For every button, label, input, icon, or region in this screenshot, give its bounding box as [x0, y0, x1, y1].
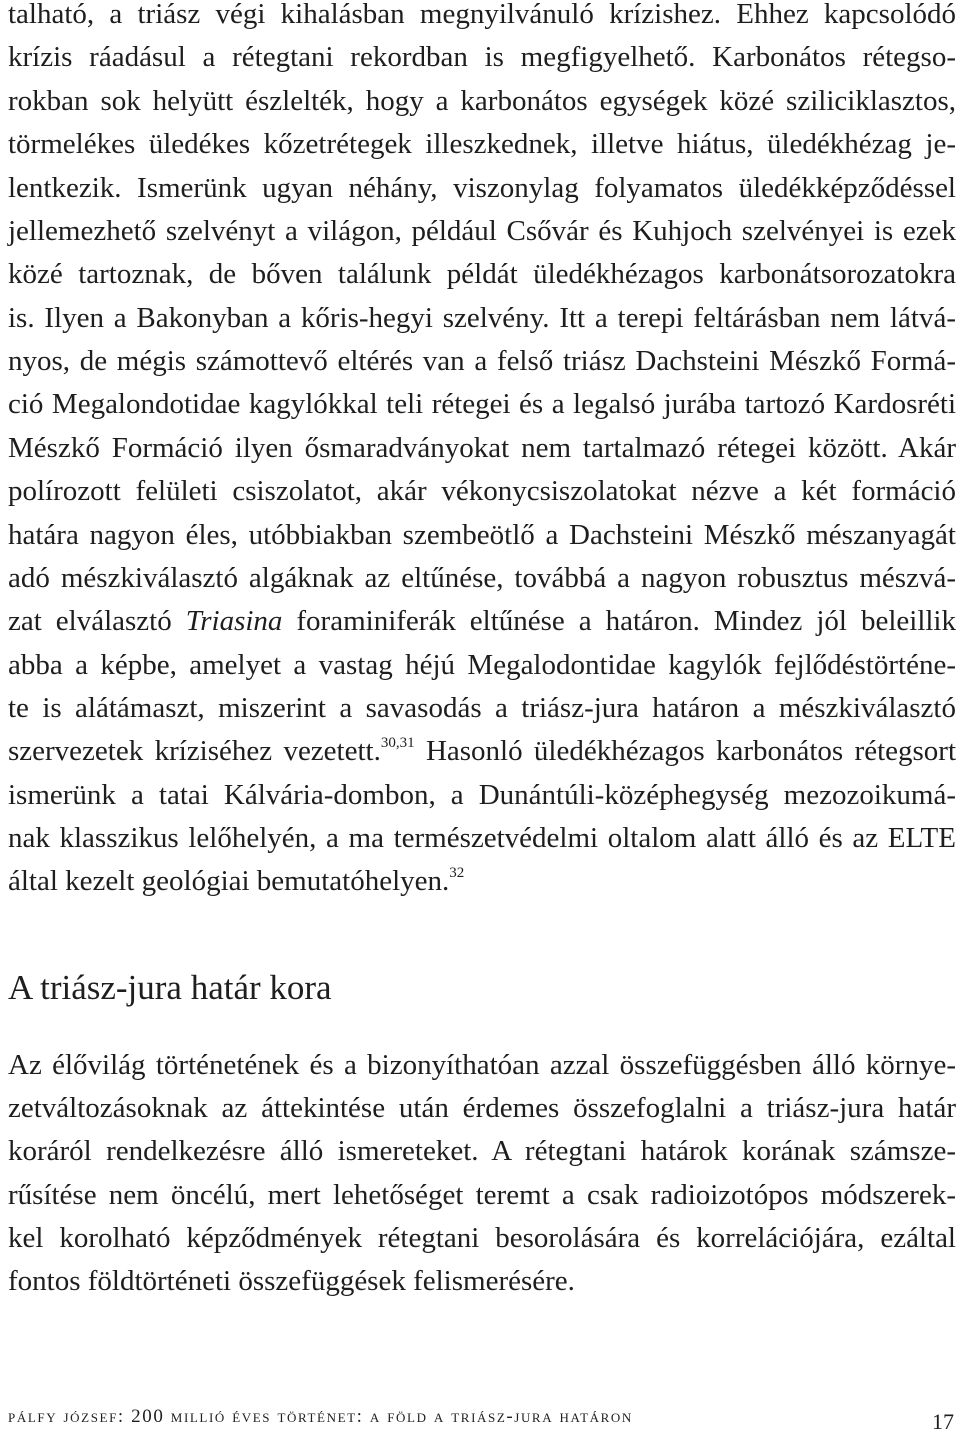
text-line-with-footnote — [8, 733, 956, 769]
footnote-ref[interactable]: 30,31 — [380, 735, 415, 751]
text-line: abba a képbe, amelyet a vastag héjú Megalodontidae kagylók fejlődéstörténe- — [8, 649, 956, 681]
text-line: rokban sok helyütt észlelték, hogy a karbonátos egységek közé sziliciklasztos, — [8, 85, 956, 117]
text-line: nak klasszikus lelőhelyén, a ma természetvédelmi oltalom alatt álló és az ELTE — [8, 822, 956, 854]
text-segment: által kezelt geológiai bemutatóhelyen. — [8, 865, 450, 897]
text-line: Az élővilág történetének és a bizonyíthatóan azzal összefüggésben álló környe- — [8, 1049, 956, 1081]
footnote-ref[interactable]: 32 — [449, 865, 465, 881]
text-segment: zat elválasztó — [8, 605, 186, 637]
text-line: ció Megalondotidae kagylókkal teli rétegei és a legalsó jurába tartozó Kardosréti — [8, 388, 956, 420]
text-line: Mészkő Formáció ilyen ősmaradványokat nem tartalmazó rétegei között. Akár — [8, 432, 956, 464]
text-line-with-footnote — [8, 863, 956, 899]
text-segment: Hasonló üledékhézagos karbonátos rétegsort — [414, 735, 957, 767]
text-line: is. Ilyen a Bakonyban a kőris-hegyi szelvény. Itt a terepi feltárásban nem látvá- — [8, 302, 956, 334]
text-line: adó mészkiválasztó algáknak az eltűnése, továbbá a nagyon robusztus mészvá- — [8, 562, 956, 594]
text-line: ismerünk a tatai Kálvária-dombon, a Dunántúli-középhegység mezozoikumá- — [8, 779, 956, 811]
text-line: jellemezhető szelvényt a világon, például Csővár és Kuhjoch szelvényei is ezek — [8, 215, 956, 247]
italic-taxon-name: Triasina — [185, 605, 283, 637]
text-line: határa nagyon éles, utóbbiakban szembeötlő a Dachsteini Mészkő mészanyagát — [8, 519, 956, 551]
text-line: lentkezik. Ismerünk ugyan néhány, viszonylag folyamatos üledékképződéssel — [8, 172, 956, 204]
text-line: zetváltozásoknak az áttekintése után érdemes összefoglalni a triász-jura határ — [8, 1092, 956, 1124]
text-line: rűsítése nem öncélú, mert lehetőséget teremt a csak radioizotópos módszerek- — [8, 1179, 956, 1211]
text-line: te is alátámaszt, miszerint a savasodás a triász-jura határon a mészkiválasztó — [8, 692, 956, 724]
text-segment: foraminiferák eltűnése a határon. Mindez jól beleillik — [282, 605, 956, 637]
text-line: polírozott felületi csiszolatot, akár vékonycsiszolatokat nézve a két formáció — [8, 475, 956, 507]
text-line: krízis ráadásul a rétegtani rekordban is megfigyelhető. Karbonátos rétegso- — [8, 41, 956, 73]
text-line: fontos földtörténeti összefüggések felismerésére. — [8, 1265, 575, 1297]
text-line: kel korolható képződmények rétegtani besorolására és korrelációjára, ezáltal — [8, 1222, 956, 1254]
text-line: koráról rendelkezésre álló ismereteket. A rétegtani határok korának számsze- — [8, 1135, 956, 1167]
section-heading: A triász-jura határ kora — [8, 968, 332, 1007]
running-footer: pálfy józsef: 200 millió éves történet: a föld a triász-jura határon — [8, 1406, 633, 1427]
text-segment: szervezetek kríziséhez vezetett. — [8, 735, 381, 767]
text-line: nyos, de mégis számottevő eltérés van a felső triász Dachsteini Mészkő Formá- — [8, 345, 956, 377]
text-line: talható, a triász végi kihalásban megnyilvánuló krízishez. Ehhez kapcsolódó — [8, 0, 956, 30]
text-line: közé tartoznak, de bőven találunk példát üledékhézagos karbonátsorozatokra — [8, 258, 956, 290]
page-number: 17 — [932, 1409, 954, 1434]
text-line: törmelékes üledékes kőzetrétegek illeszkednek, illetve hiátus, üledékhézag je- — [8, 128, 956, 160]
text-line-with-italic — [8, 603, 956, 639]
